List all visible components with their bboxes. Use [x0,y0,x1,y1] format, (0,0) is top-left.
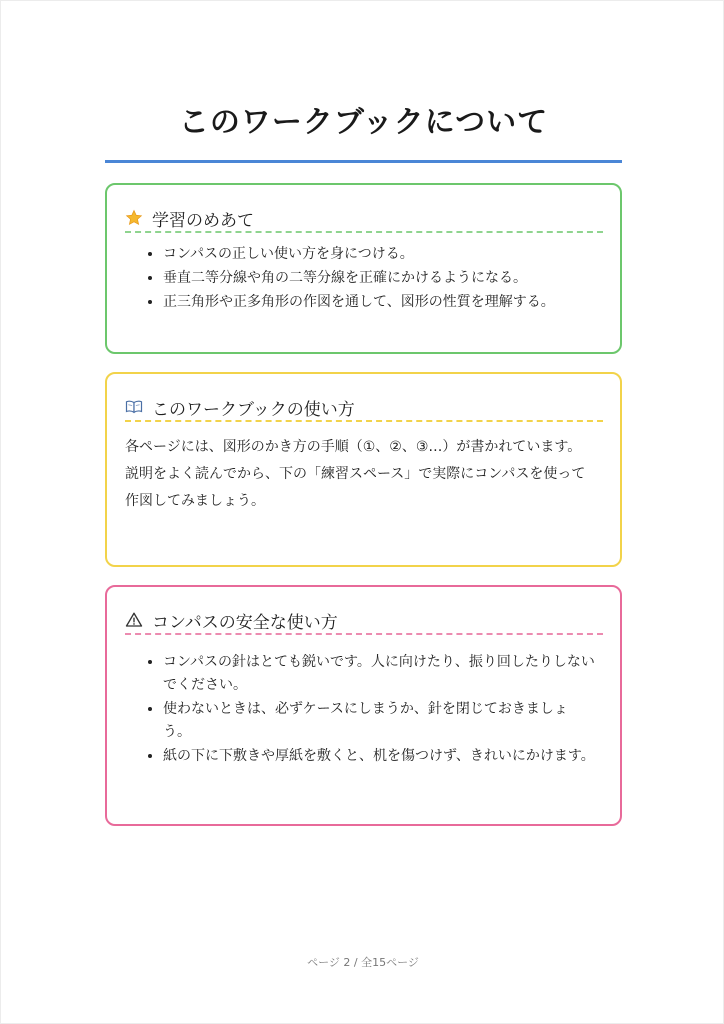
list-item: • 紙の下に下敷きや厚紙を敷くと、机を傷つけず、きれいにかけます。 [163,745,595,768]
warning-icon [125,611,143,629]
learning-goals-card [105,183,622,354]
page-title: このワークブックについて [178,105,549,140]
open-book-icon [125,398,143,416]
list-item: • 垂直二等分線や角の二等分線を正確にかけるようになる。 [163,267,595,290]
page-footer: ページ 2 / 全15ページ [307,956,419,969]
how-to-use-header [125,392,603,422]
list-item: • 正三角形や正多角形の作図を通して、図形の性質を理解する。 [163,291,595,314]
compass-safety-header [125,605,603,635]
learning-goals-heading: 学習のめあて [152,210,254,231]
learning-goals-divider [125,231,603,233]
how-to-use-paragraph: 各ページには、図形のかき方の手順（①、②、③…）が書かれています。 [125,439,582,455]
compass-safety-list [125,651,595,769]
how-to-use-divider [125,420,603,422]
how-to-use-text [125,434,590,515]
compass-safety-divider [125,633,603,635]
compass-safety-heading: コンパスの安全な使い方 [152,612,338,633]
title-underline [105,160,622,163]
compass-safety-card [105,585,622,826]
list-item: • コンパスの針はとても鋭いです。人に向けたり、振り回したりしないでください。 [163,651,595,697]
star-icon [125,209,143,227]
list-item: • 使わないときは、必ずケースにしまうか、針を閉じておきましょう。 [163,698,595,744]
learning-goals-header [125,203,603,233]
how-to-use-paragraph: 説明をよく読んでから、下の「練習スペース」で実際にコンパスを使って作図してみましょう。 [125,466,586,509]
list-item: • コンパスの正しい使い方を身につける。 [163,243,595,266]
how-to-use-heading: このワークブックの使い方 [152,399,355,420]
learning-goals-list [125,243,595,315]
how-to-use-card [105,372,622,567]
